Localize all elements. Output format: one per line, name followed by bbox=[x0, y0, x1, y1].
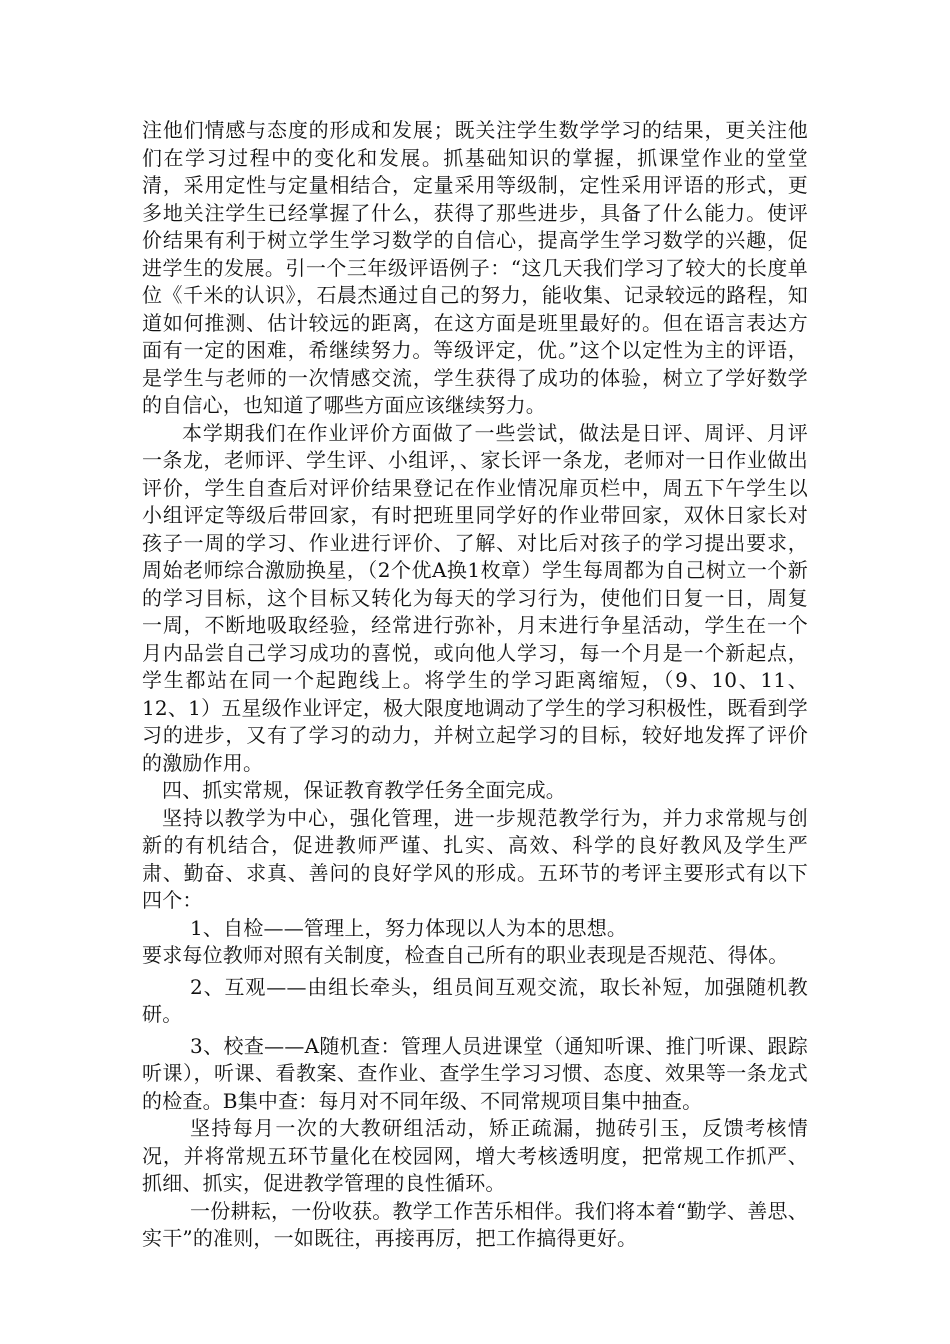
document-body bbox=[142, 117, 808, 1253]
list-item-self-check: 1、自检——管理上，努力体现以人为本的思想。 bbox=[190, 915, 628, 940]
paragraph-teaching-center: 坚持以教学为中心，强化管理，进一步规范教学行为，并力求常规与创新的有机结合，促进教师严谨、扎实、高效、科学的良好教风及学生严肃、勤奋、求真、善问的良好学风的形成。五环节的考评主要形式有以下四个： bbox=[142, 805, 808, 912]
paragraph-self-check-detail: 要求每位教师对照有关制度，检查自己所有的职业表现是否规范、得体。 bbox=[142, 943, 789, 967]
paragraph-monthly-research: 坚持每月一次的大教研组活动，矫正疏漏，抛砖引玉，反馈考核情况，并将常规五环节量化在校园网，增大考核透明度，把常规工作抓严、抓细、抓实，促进教学管理的良性循环。 bbox=[142, 1116, 808, 1195]
list-item-mutual-observation: 2、互观——由组长牵头，组员间互观交流，取长补短，加强随机教研。 bbox=[142, 974, 808, 1026]
paragraph-evaluation-comments: 注他们情感与态度的形成和发展；既关注学生数学学习的结果，更关注他们在学习过程中的变化和发展。抓基础知识的掌握，抓课堂作业的堂堂清，采用定性与定量相结合，定量采用等级制，定性采用评语的形式，更多地关注学生已经掌握了什么，获得了那些进步，具备了什么能力。使评价结果有利于树立学生学习数学的自信心，提高学生学习数学的兴趣，促进学生的发展。引一个三年级评语例子：“这几天我们学习了较大的长度单位《千米的认识》，石晨杰通过自己的努力，能收集、记录较远的路程，知道如何推测、估计较远的距离，在这方面是班里最好的。但在语言表达方面有一定的困难，希继续努力。等级评定，优。”这个以定性为主的评语，是学生与老师的一次情感交流，学生获得了成功的体验，树立了学好数学的自信心，也知道了哪些方面应该继续努力。 bbox=[142, 118, 808, 417]
list-item-school-inspection: 3、校查——A随机查：管理人员进课堂（通知听课、推门听课、跟踪听课），听课、看教案、查作业、查学生学习习惯、态度、效果等一条龙式的检查。B集中查：每月对不同年级、不同常规项目集中抽查。 bbox=[142, 1033, 808, 1113]
section-heading-routine: 四、抓实常规，保证教育教学任务全面完成。 bbox=[162, 778, 566, 802]
paragraph-conclusion: 一份耕耘，一份收获。教学工作苦乐相伴。我们将本着“勤学、善思、实干”的准则，一如既往，再接再厉，把工作搞得更好。 bbox=[142, 1198, 808, 1250]
paragraph-homework-evaluation: 本学期我们在作业评价方面做了一些尝试，做法是日评、周评、月评一条龙，老师评、学生评、小组评，、家长评一条龙，老师对一日作业做出评价，学生自查后对评价结果登记在作业情况扉页栏中，周五下午学生以小组评定等级后带回家，有时把班里同学好的作业带回家，双休日家长对孩子一周的学习、作业进行评价、了解、对比后对孩子的学习提出要求，周始老师综合激励换星，（2个优A换1枚章）学生每周都为自己树立一个新的学习目标，这个目标又转化为每天的学习行为，使他们日复一日，周复一周，不断地吸取经验，经常进行弥补，月末进行争星活动，学生在一个月内品尝自己学习成功的喜悦，或向他人学习，每一个月是一个新起点，学生都站在同一个起跑线上。将学生的学习距离缩短，（9、10、11、12、1）五星级作业评定，极大限度地调动了学生的学习积极性，既看到学习的进步，又有了学习的动力，并树立起学习的目标，较好地发挥了评价的激励作用。 bbox=[142, 420, 808, 775]
